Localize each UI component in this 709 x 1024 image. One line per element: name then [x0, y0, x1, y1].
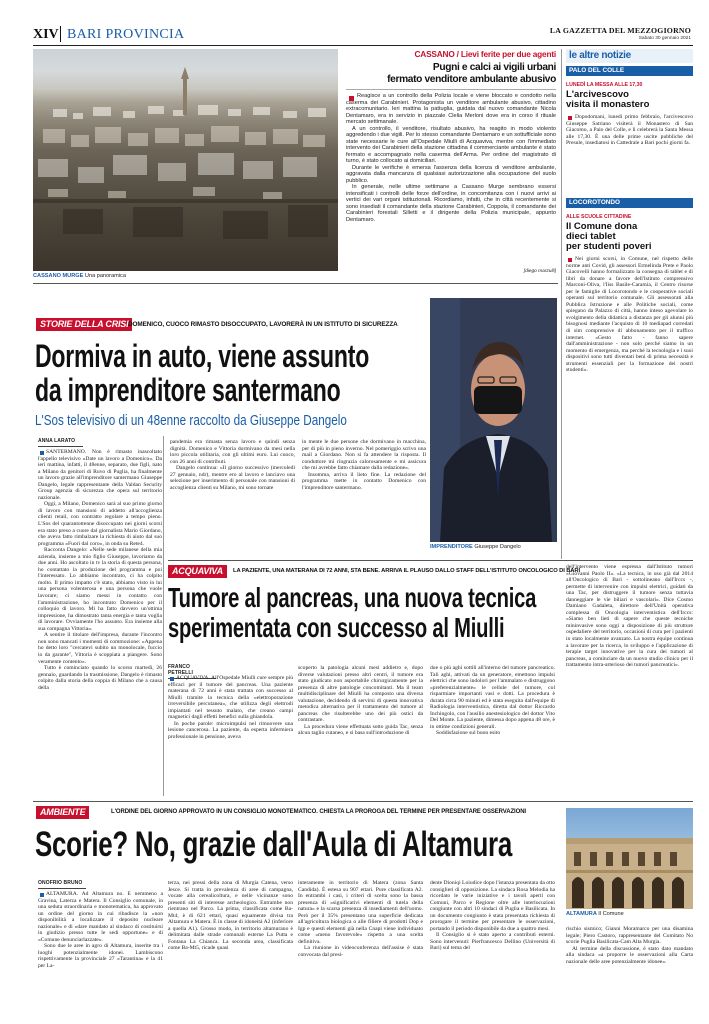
sidebar-section-locorotondo: LOCOROTONDO	[566, 198, 693, 208]
sidebar-item2-title-2: dieci tablet	[566, 231, 616, 242]
story3-kicker-box: AMBIENTE	[36, 806, 89, 819]
story1-top-rule	[33, 283, 558, 284]
sidebar-item1-text: Dopodomani, lunedì primo febbraio, l'arcivescovo Giuseppe Satriano visiterà il Monastero di San Giacomo, a Palo del Colle, e lì celebrerà la Santa Messa alle 17,30. È una delle prime uscite pubbliche del Presule, insediatosi in Cattedrale a Bari pochi giorni fa.	[566, 114, 693, 147]
story2-kicker-text: LA PAZIENTE, UNA MATERANA DI 72 ANNI, STA BENE. ARRIVA IL PLAUSO DALLO STAFF DELL'ISTITUTO ONCOLOGICO DI BARI	[233, 568, 580, 574]
story1-col2-p2: Dangelo continua: «Il giorno successivo (mercoledì 27 gennaio, ndr), mentre ero al lavoro e lanciavo una selezione per inserimento di personale con mansioni di accoglienza clienti su Milano, mi sono tornate	[170, 465, 295, 491]
caption-text: Una panoramica	[84, 273, 126, 279]
cassano-para-4: In generale, nelle ultime settimane a Cassano Murge sembrano essersi intensificati i controlli delle forze dell'ordine, in concomitanza con i nuovi arrivi ai vertici dei vari organi istituzionali. Ricordiamo, infatti, che in città recentemente si sono insediati il comandante della stazione Carabinieri, Coppola, il comandante dei Carabinieri forestali Silletti e il dirigente della Polizia municipale, appunto Dentamaro.	[346, 184, 556, 223]
story3-col4-p2: Il Consiglio si è stato aperto a contributi esterni. Sono intervenuti: Pierfrancesco Dellino (Università di Bari) sul tema del	[430, 932, 555, 952]
sidebar-divider	[561, 49, 562, 559]
story1-col1	[38, 449, 162, 781]
cassano-photo	[33, 49, 338, 271]
sidebar-item2-body	[566, 256, 693, 608]
story1-col1-p4: A sentire il titolare dell'impresa, durante l'incontro non sono mancati i momenti di commozione: «Appena ho detto loro "cercatevi subito un monolocale, fuccio io da garante", Vittoria è scoppiata a piangere. Sono veramente contento».	[38, 632, 162, 665]
sidebar-item2-title-1: Il Comune dona	[566, 221, 638, 232]
sidebar-item2-kicker: ALLE SCUOLE CITTADINE	[566, 214, 632, 220]
page-number: XIV	[33, 27, 59, 42]
story1-title-line2: da imprenditore santermano	[35, 372, 341, 408]
masthead	[33, 24, 693, 44]
cassano-para-1: Reagisce a un controllo della Polizia locale e viene bloccato e condotto nella caserma dei Carabinieri. Protagonista un venditore ambulante abusivo, cittadino extracomunitario. Ieri mattina la pattuglia, guidata dal nuovo comandante Nicola Dentamaro, era in servizio in piazzale Clelia Merloni dove era in corso il rituale mercato settimanale.	[346, 93, 556, 125]
story3-col3	[298, 880, 423, 1009]
story3-col4	[430, 880, 555, 1009]
story3-col5-p2: Al termine della discussione, è stato dato mandato alla sindaca «a proporre le osservazioni alla Carta nazionale delle aree potenzialmente idonee».	[566, 945, 693, 965]
story2-col1	[168, 675, 293, 793]
story1-col3-p1: in mente le due persone che dormivano in macchina, per di più in pieno inverno. Nel pomeriggio scrivo una mail a Giordano. Non si fa attendere la risposta. Il conduttore mi ringrazia calorosamente e mi assicura che mi avrebbe fatto chiamare dalla redazione».	[302, 439, 426, 472]
sidebar-item1-title-1: L'arcivescovo	[566, 89, 629, 100]
story2-col1-p1: ACQUAVIVA. All'Ospedale Miulli cure sempre più efficaci per il tumore del pancreas. Una paziente materana di 72 anni è stata trattata con successo al Miulli tramite la tecnica della «elettroporazione irreversibile percutanea», che utilizza degli elettrodi impiantati nel tessuto malato, che creano campi magnetici dagli effetti benefici sulla ghiandola.	[168, 675, 293, 721]
caption-text: Giuseppe Dangelo	[474, 544, 521, 550]
story2-col2	[298, 665, 423, 793]
sidebar-item2-text: Nei giorni scorsi, in Comune, nel rispetto delle norme anti Covid, gli assessori Ermelinda Prete e Paolo Giacovelli hanno formalizzato la consegna di tablet e di libri da donare a favore dell'Istituto comprensivo Marconi-Oliva, l'Iiss Basile-Caramia, il Centro risorse per le famiglie di Locorotondo e le cooperative sociali operanti sul territorio comunale. Gli assessorati alla Pubblica Istruzione e alle Politiche sociali, come spiegano da Palazzo di città, hanno inteso agevolare lo svolgimento della didattica a distanza per gli alunni più bisognosi mediante l'acquisto di 10 mediapad corredati di sim comprensive di abbonamento per il traffico internet. «Gesto fatto - fanno sapere dall'amministrazione - non solo perché siamo in un momento di emergenza, ma perché la tecnologia e i suoi dispositivi sono tutti diventati beni di prima necessità e strumenti essenziali per la formazione dei nostri studenti».	[566, 256, 693, 374]
story2-col3	[430, 665, 555, 793]
story1-col1-p3: Racconta Dangelo: «Nelle sede milanese della mia azienda, insieme a mio figlio Giuseppe, lavoriamo da due anni. Ho ascoltato in tv la storia di questa persona, ho contattato la produzione del programma e poi l'interessato. Lo abbiamo incontrato, ci ha colpito molto. Il primo impatto c'è stato, abbiamo visto in lui una persona volenterosa e una persona che vuole lavorare; ci siamo messi in contatto con l'amministrazione, ho incontrato Domenico per il colloquio di lavoro. Mi ha fatto davvero un'ottima impressione, ha dimostrato tanta energia e tanta voglia di lavorare. Ovviamente l'ho assunto. Era insieme alla sua compagna Vittoria».	[38, 547, 162, 632]
story2-top-rule	[168, 560, 693, 561]
story1-col3-p2: Insomma, arriva il lieto fine. La redazione del programma mette in contatto Domenico con l'imprenditore santermano.	[302, 471, 426, 491]
cassano-title-line2: fermato venditore ambulante abusivo	[387, 74, 556, 85]
story1-col1-p2: Oggi, a Milano, Domenico sarà al suo primo giorno di lavoro con mansioni di addetto all'accoglienza clienti retail, con contratto regolare a tempo pieno. L'Sos del quarantottenne disoccupato nei giorni scorsi era stato preso a cuore dal giornalista Mario Giordano, che aveva fatto rimbalzare la richiesta di aiuto dal suo programma «Fuori dal coro», in onda su Rete4.	[38, 501, 162, 547]
story1-byline: ANNA LARATO	[38, 438, 83, 447]
story2-col3-p2: Soddisfazione sul buon esito	[436, 730, 501, 737]
story2-col2-p1: scoperto la patologia alcuni mesi addietro e, dopo diverse valutazioni presso altri centri, il tumore era stato giudicato non asportabile chirurgicamente per la presenza di altre patologie concomitanti. Ma il team multidisciplinare del Miulli ha composto una diversa valutazione, decidendo di servirsi di questa innovativa metodica alternativa per il trattamento del tumore al pancreas che risulterebbe uno dei più ostici da contrastare.	[298, 665, 423, 724]
story2-title-line2: sperimentata con successo al Miulli	[168, 612, 505, 643]
altamura-photo	[566, 808, 693, 909]
story3-col2-p1: terza, nei pressi della zona di Murgia Catena, verso Jesce. Si tratta in prevalenza di aree di campagna, vocate alla cerealicoltura, e nelle vicinanze sono presenti siti di interesse archeologico. Entrambe non rientrano nel Parco. La prima, classificata come Ba-Mt4, è di 621 ettari, quasi equamente divisa tra Altamura e Matera. È in classe di idoneità A2 (inferiore a quella A1). Grosso modo, in territorio altamurano è delimitata dalle strade comunali esterne La Putta e Fontana La Chianca. La seconda area, classificata come Ba-Mt5, ricade quasi	[168, 880, 293, 952]
story2-col3-p1: due o più aghi sottili all'interno del tumore pancreatico. Tali aghi, attivati da un generatore, emettono impulsi elettrici che sono indolori per l'ammalato e distruggono «preferenzialmente» le cellule del tumore, col risparmiare importanti vasi e dotti. La procedura è durata circa 90 minuti ed è stata eseguita dall'equipe di Radiologia interventistica, diretta dal dottor Riccardo Inchingolo, con l'ausilio anestesiologico del dottor Vito Del Monte. La paziente, dimessa dopo appena 48 ore, è in ottime condizioni generali.	[430, 665, 555, 730]
story1-kicker-box: STORIE DELLA CRISI	[36, 318, 132, 331]
story3-kicker-text: L'ORDINE DEL GIORNO APPROVATO IN UN CONSIGLIO MONOTEMATICO. CHIESTA LA PROROGA DEL TERMINE PER PRESENTARE OSSERVAZIONI	[111, 809, 526, 815]
cassano-article	[346, 49, 556, 277]
story3-col5-p1: rischio sismico; Gianni Moramarco per una disamina legale; Piero Castoro, rappresentante del Comitato No scorie Puglia Basilicata-Cam Alta Murgia.	[566, 926, 693, 946]
story3-col1	[38, 891, 163, 1009]
story1-title-line1: Dormiva in auto, viene assunto	[35, 338, 370, 374]
story2-title-line1: Tumore al pancreas, una nuova tecnica	[168, 582, 537, 613]
cassano-para-3: Durante le verifiche è emersa l'assenza della licenza di venditore ambulante, aggravata dalla mancanza di qualsiasi autorizzazione alla occupazione del suolo pubblico.	[346, 164, 556, 184]
cassano-rule	[346, 89, 556, 90]
cassano-title-line1: Pugni e calci ai vigili urbani	[432, 62, 556, 73]
story1-subtitle: L'Sos televisivo di un 48enne raccolto da Giuseppe Dangelo	[35, 412, 347, 429]
story3-top-rule	[33, 801, 693, 802]
newspaper-name: LA GAZZETTA DEL MEZZOGIORNO	[549, 26, 691, 35]
column-divider	[163, 436, 164, 796]
masthead-divider	[60, 26, 61, 42]
story2-col2-p2: La procedura viene effettuata sotto guida Tac, senza alcun taglio cutaneo, e si basa sull'introduzione di	[298, 723, 423, 737]
story3-byline: ONOFRIO BRUNO	[38, 880, 86, 889]
story3-col2	[168, 880, 293, 1009]
caption-bold: IMPRENDITORE	[430, 544, 473, 550]
cassano-kicker: CASSANO / Lievi ferite per due agenti	[414, 49, 556, 59]
story3-col1-p1: ALTAMURA. Ad Altamura no. E nemmeno a Gravina, Laterza e Matera. Il Consiglio comunale, in una seduta straordinaria e monotematica, ha approvato un ordine del giorno in cui ribadisce la «non disponibilità a localizzare il deposito nucleare nazionale» e di «dare mandato al sindaco di costituirsi in giudizio presso tutte le sedi opportune» e di «Comune denunciarlazzate».	[38, 891, 163, 943]
cassano-para-2: A un controllo, il venditore, risultato abusivo, ha reagito in modo violento aggredendo i due vigili. Per lo stesso comandante Dentamaro e un sottufficiale sono state necessarie le cure all'Ospedale Miulli di Acquaviva, mentre con l'immediato intervento dei Carabinieri della stazione cittadina il commerciante ambulante è stato fermato e accompagnato nella caserma dell'Arma. Per ordine del magistrato di turno, è stato collocato ai domiciliari.	[346, 125, 556, 164]
story2-col1-p2: In poche parole: microimpulsi nel rimuovere una lesione cancerosa. La paziente, da esperta infermiera professionale in pensione, aveva	[168, 720, 293, 740]
section-title: BARI PROVINCIA	[67, 27, 185, 42]
story1-col2-p1: pandemia era rimasta senza lavoro e quindi senza dignità. Domenico e Vittoria dormivano da mesi nella loro piccola utilitaria, con gli ultimi euro. Lui cuoco, con 26 anni di contributi.	[170, 439, 295, 465]
dangelo-photo-caption	[430, 544, 521, 550]
story1-col3	[302, 439, 426, 554]
story2-col4	[566, 564, 693, 793]
story1-col1-p1: SANTERMANO. Non è rimasto inascoltato l'appello televisivo «Date un lavoro a Domenico». Da ieri mattina, infatti, il 48enne, separato, due figli, nato a Milano da genitori di Ruvo di Puglia, ha finalmente un lavoro grazie all'imprenditore santermano Giuseppe Dangelo, legale rappresentante della Valdan Security Group agenzia di sicurezza che opera sul territorio nazionale.	[38, 449, 162, 501]
story3-title: Scorie? No, grazie dall'Aula di Altamura	[35, 825, 512, 864]
cassano-body	[346, 93, 556, 269]
story1-kicker-text: DOMENICO, CUOCO RIMASTO DISOCCUPATO, LAVORERÀ IN UN ISTITUTO DI SICUREZZA	[128, 321, 398, 328]
cassano-photo-caption	[33, 273, 126, 279]
caption-bold: CASSANO MURGE	[33, 273, 84, 279]
sidebar-section-palo: PALO DEL COLLE	[566, 66, 693, 76]
story1-col2	[170, 439, 295, 554]
story1-col1-p5: Tutto è cominciato quando lo scorso martedì, 26 gennaio, guardando la trasmissione, Dangelo è rimasto colpito dalla storia della coppia di Milano che a causa della	[38, 665, 162, 691]
sidebar-header: le altre notizie	[569, 50, 631, 61]
cassano-signature: [diego marzulli]	[523, 269, 556, 274]
altamura-photo-caption	[566, 911, 624, 917]
story3-col1-p2: Sono due le aree in agro di Altamura, inserite tra i luoghi potenzialmente idonei. Lambiscono rispettivamente la provinciale 27 «Tarantina» e la 41 per La-	[38, 943, 163, 970]
story3-col5	[566, 926, 693, 1009]
story3-col3-p2: La riunione in videoconferenza dell'assise è stata convocata dal presi-	[298, 945, 423, 959]
issue-date: Sabato 30 gennaio 2021	[638, 36, 691, 41]
dangelo-photo	[430, 298, 557, 542]
story2-col4-p1: dell'intervento viene espressa dall'Istituto tumori «Giovanni Paolo II». «La tecnica, in uso già dal 2014 all'Oncologico di Bari - sottolineano dall'Irccs -, permette di intervenire con impulsi elettrici, guidati da una Tac, per distruggere il tumore senza tuttavia danneggiare le vie biliari e vascolari». Dice Cosmo Damiano Gadaleta, direttore dell'Unità operativa complessa di Oncologia interventistica dell'Irccs: «Siamo ben lieti di sapere che queste tecniche mininvasive sono oggi a disposizione di più strutture ospedaliere del territorio, occasioni di cura per i pazienti in stato localmente avanzato. La nostra équipe continua a lavorare per la ricerca, lo sviluppo e l'applicazione di terapie target innovative per la cura dei tumori al pancreas, a cominciare da un nuovo studio clinico per il trattamento intra-arterioso dei tumori pancreatici».	[566, 564, 693, 669]
sidebar-item1-title-2: visita il monastero	[566, 99, 650, 110]
sidebar-item2-title-3: per studenti poveri	[566, 241, 652, 252]
sidebar-item1-kicker: LUNEDÌ LA MESSA ALLE 17,30	[566, 82, 643, 88]
story2-kicker-box: ACQUAVIVA	[168, 565, 227, 578]
sidebar-item1-body	[566, 114, 693, 189]
story2-byline: FRANCO PETRELLI	[168, 664, 216, 679]
caption-bold: ALTAMURA	[566, 911, 597, 917]
story3-col4-p1: dente Dioniqi Loiudice dopo l'istanza presentata da otto consiglieri di opposizione. La sindaca Rosa Melodia ha ricordato le varie iniziative e i tavoli aperti con Comuni, Parco e Regione oltre alle interlocuzioni congiunte con altri 10 sindaci di Puglia e Basilicata. In un documento congiunto è stata presentata richiesta di prorogare il termine per presentare le osservazioni, portando il periodo disponibile da due a quattro mesi.	[430, 880, 555, 932]
masthead-rule	[33, 45, 693, 46]
caption-text: Il Comune	[598, 911, 624, 917]
story3-col3-p1: interamente in territorio di Matera (zona Santa Candida). È estesa su 907 ettari. Pure classificata A2. In entrambi i casi, i criteri di scelta sono la bassa presenza di «significativi elementi di tutela della natura» e la scarsa presenza di insediamenti dell'uomo. Però per il 35% presentano una superficie dedicata all'agricoltura biologica o alle filiere di prodotti Dop e Igp e questi elementi già nella Cnapi viene individuato come «meno favorevole» rispetto a una scelta definitiva.	[298, 880, 423, 945]
